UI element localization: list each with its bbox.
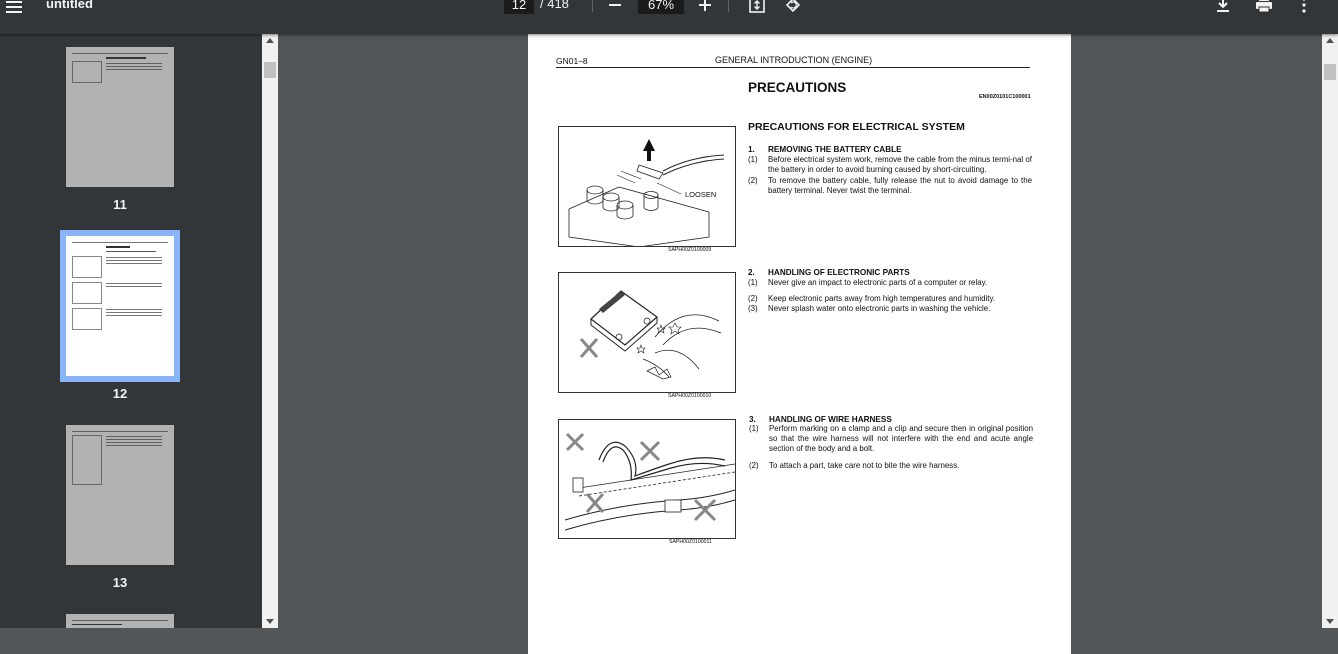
section-title: HANDLING OF WIRE HARNESS — [769, 415, 892, 424]
list-item: (3) Never splash water onto electronic parts in washing the vehicle. — [748, 304, 991, 313]
section-title: REMOVING THE BATTERY CABLE — [768, 145, 902, 154]
section-number: 1. — [748, 145, 755, 154]
page-thumbnail-14[interactable] — [66, 614, 174, 628]
thumbnail-sidebar — [0, 34, 262, 628]
figure-code: SAPH00Z0100011 — [669, 539, 712, 545]
section-heading: PRECAUTIONS FOR ELECTRICAL SYSTEM — [748, 121, 965, 133]
battery-cable-figure — [558, 126, 736, 247]
page-thumbnail-12[interactable] — [66, 236, 174, 376]
toolbar-divider — [728, 0, 729, 12]
header-rule — [556, 67, 1030, 68]
page-header-title: GENERAL INTRODUCTION (ENGINE) — [715, 55, 873, 65]
page-title: PRECAUTIONS — [748, 80, 847, 95]
download-icon[interactable] — [1212, 0, 1234, 16]
section-number: 3. — [749, 415, 756, 424]
pdf-page — [528, 34, 1071, 654]
wire-harness-figure — [558, 419, 736, 539]
page-number-input[interactable]: 12 — [504, 0, 534, 14]
list-item: (1) Never give an impact to electronic parts of a computer or relay. — [748, 278, 988, 287]
toolbar-divider — [592, 0, 593, 12]
main-scrollbar[interactable] — [1322, 34, 1338, 628]
print-icon[interactable] — [1253, 0, 1275, 16]
sidebar-scrollbar[interactable] — [262, 34, 278, 628]
list-item: (2) To attach a part, take care not to bite the wire harness. — [749, 461, 960, 470]
page-thumbnail-11[interactable] — [66, 47, 174, 187]
thumbnail-label: 13 — [112, 575, 128, 590]
thumbnail-label: 11 — [113, 197, 127, 212]
zoom-out-icon[interactable] — [604, 0, 626, 16]
page-thumbnail-13[interactable] — [66, 425, 174, 565]
section-number: 2. — [748, 268, 755, 277]
more-vert-icon[interactable] — [1293, 0, 1315, 16]
figure-code: SAPH00Z0100010 — [668, 393, 712, 399]
figure-label-loosen: LOOSEN — [685, 190, 717, 199]
list-item: (2) To remove the battery cable, fully release the nut to avoid damage to the battery terminal. Never twist the terminal. — [748, 176, 1032, 196]
rotate-icon[interactable] — [782, 0, 804, 16]
fit-page-icon[interactable] — [746, 0, 768, 16]
figure-code: SAPH00Z0100009 — [668, 247, 712, 253]
list-item: (2) Keep electronic parts away from high temperatures and humidity. — [748, 294, 996, 303]
list-item: (1) Before electrical system work, remove the cable from the minus termi-nal of the battery in order to avoid burning caused by short-circuiting. — [748, 155, 1032, 175]
electronic-parts-figure — [558, 272, 736, 393]
zoom-level-input[interactable]: 67% — [638, 0, 684, 14]
document-code: EN00Z0101C100001 — [979, 94, 1031, 100]
page-total: / 418 — [540, 0, 569, 11]
menu-icon[interactable] — [4, 0, 28, 18]
zoom-in-icon[interactable] — [694, 0, 716, 16]
thumbnail-label: 12 — [112, 386, 128, 401]
pdf-toolbar — [0, 0, 1338, 34]
document-title: untitled — [46, 0, 93, 11]
section-title: HANDLING OF ELECTRONIC PARTS — [768, 268, 910, 277]
page-header-code: GN01–8 — [556, 56, 588, 66]
list-item: (1) Perform marking on a clamp and a clip and secure then in original position so that the wire harness will not interfere with the end and acute angle section of the body and a bolt. — [749, 424, 1033, 454]
